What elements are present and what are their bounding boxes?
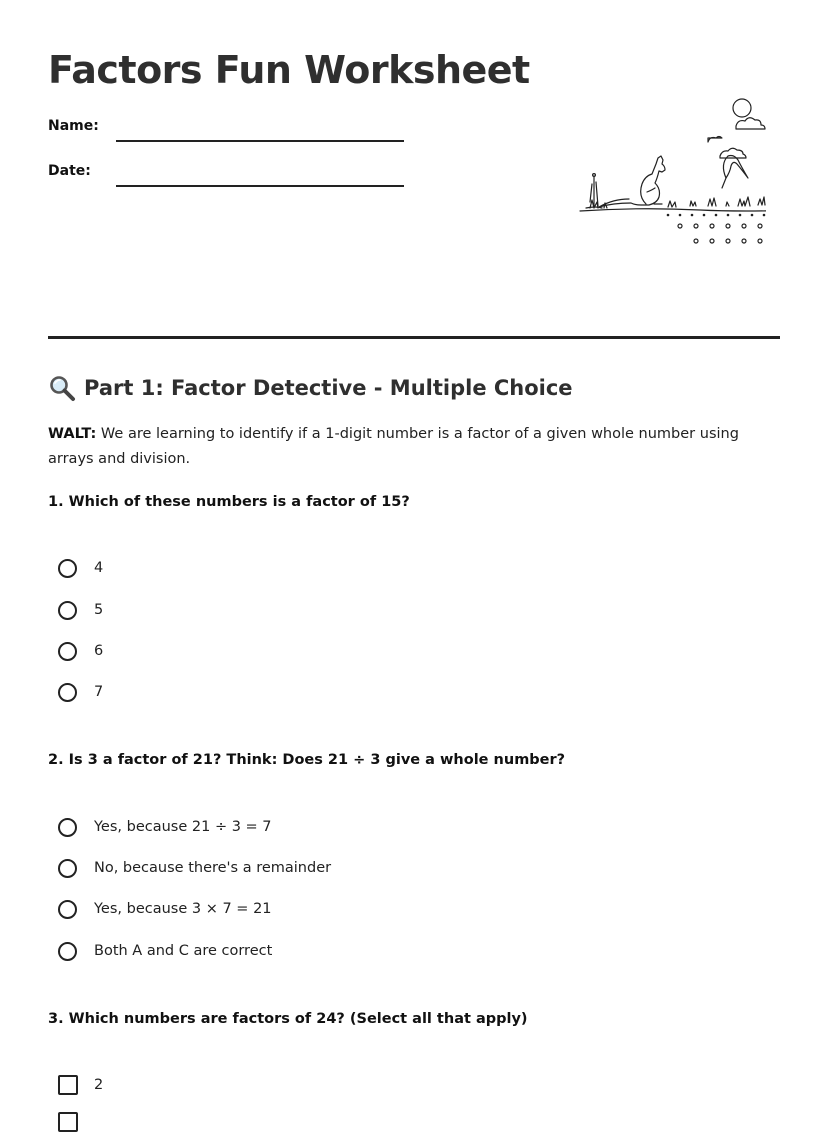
date-field[interactable] [48,163,408,193]
option-label: Yes, because 3 × 7 = 21 [94,901,272,917]
option-label: Yes, because 21 ÷ 3 = 7 [94,819,272,835]
radio-button[interactable] [58,859,77,878]
option-label: Both A and C are correct [94,943,273,959]
q2-option-b[interactable] [58,856,331,880]
radio-button[interactable] [58,683,77,702]
question-1-text: 1. Which of these numbers is a factor of 15? [48,494,410,510]
radio-button[interactable] [58,942,77,961]
name-input-line[interactable] [116,140,404,142]
option-label: 2 [94,1077,104,1093]
worksheet-title: Factors Fun Worksheet [48,48,530,92]
q2-option-a[interactable] [58,815,272,839]
part1-heading [48,374,573,402]
name-label: Name: [48,118,99,134]
option-label: 4 [94,560,104,576]
radio-button[interactable] [58,818,77,837]
option-label: 6 [94,643,104,659]
checkbox[interactable] [58,1075,78,1095]
q2-option-c[interactable] [58,897,272,921]
walt-label: WALT: [48,426,97,442]
q1-option-c[interactable] [58,639,103,663]
name-field[interactable] [48,118,408,148]
part1-title: Part 1: Factor Detective - Multiple Choice [84,376,573,400]
radio-button[interactable] [58,900,77,919]
question-2-text: 2. Is 3 a factor of 21? Think: Does 21 ÷ 3 give a whole number? [48,752,566,768]
walt-text: We are learning to identify if a 1-digit number is a factor of a given whole number using arrays and division. [48,426,739,467]
checkbox[interactable] [58,1112,78,1132]
section-divider [48,336,780,339]
magnifying-glass-icon [48,374,76,402]
q1-option-a[interactable] [58,556,103,580]
question-3-text: 3. Which numbers are factors of 24? (Select all that apply) [48,1011,528,1027]
radio-button[interactable] [58,559,77,578]
outback-kangaroo-landscape-icon [530,92,766,252]
date-label: Date: [48,163,91,179]
option-label: 5 [94,602,104,618]
q1-option-b[interactable] [58,598,103,622]
option-label: No, because there's a remainder [94,860,332,876]
radio-button[interactable] [58,601,77,620]
radio-button[interactable] [58,642,77,661]
q3-option-b-partial[interactable] [58,1110,94,1134]
q3-option-a[interactable] [58,1073,103,1097]
q2-option-d[interactable] [58,939,272,963]
option-label: 7 [94,684,104,700]
q1-option-d[interactable] [58,680,103,704]
date-input-line[interactable] [116,185,404,187]
walt-statement [48,422,780,472]
